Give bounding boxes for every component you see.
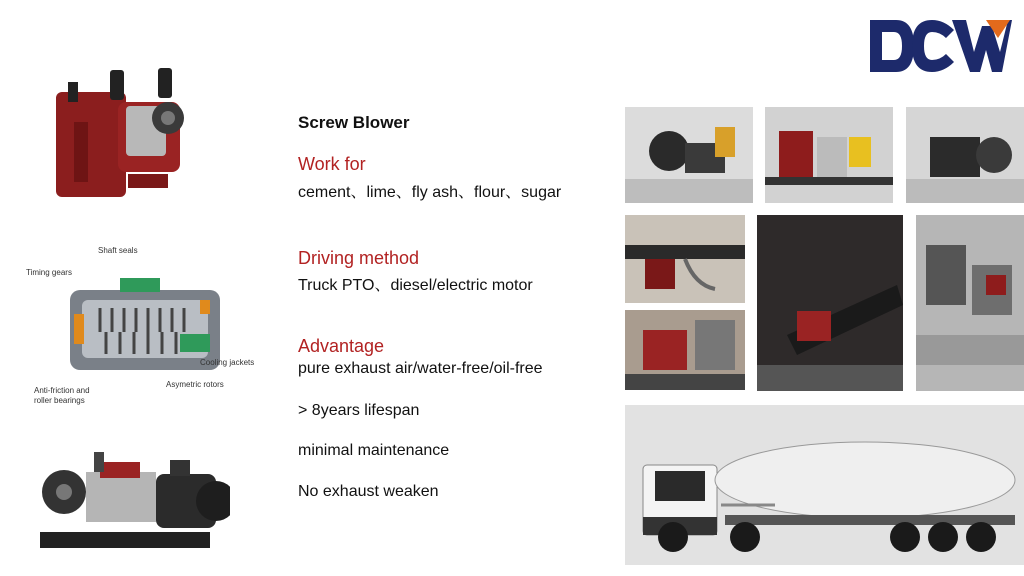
- photo-diesel-unit-1: [625, 107, 753, 203]
- section-text-work-for: cement、lime、fly ash、flour、sugar: [298, 184, 562, 201]
- label-timing-gears: Timing gears: [26, 268, 72, 277]
- section-text-advantage: pure exhaust air/water-free/oil-free: [298, 360, 543, 377]
- photo-chassis-2-drawing: [625, 310, 745, 390]
- slide-title: Screw Blower: [298, 113, 410, 132]
- pto-gearbox-image: [48, 62, 188, 207]
- photo-chassis-1-drawing: [625, 215, 745, 303]
- photo-bulk-cement-truck-drawing: [625, 405, 1024, 565]
- photo-truck-mounted-blower: [765, 107, 893, 203]
- bullet-exhaust: No exhaust weaken: [298, 483, 439, 500]
- label-roller-bearings: roller bearings: [34, 396, 85, 405]
- section-heading-work-for: Work for: [298, 154, 366, 174]
- photo-bulk-cement-truck: [625, 405, 1024, 565]
- section-heading-advantage: Advantage: [298, 336, 385, 356]
- photo-driveshaft-underside-drawing: [757, 215, 903, 391]
- dcw-logo: [868, 16, 1012, 76]
- photo-chassis-2: [625, 310, 745, 390]
- label-anti-friction: Anti-friction and: [34, 386, 90, 395]
- label-asymetric-rotors: Asymetric rotors: [166, 380, 224, 389]
- photo-chassis-1: [625, 215, 745, 303]
- label-shaft-seals: Shaft seals: [98, 246, 138, 255]
- section-heading-driving-method: Driving method: [298, 248, 420, 268]
- section-text-driving-method: Truck PTO、diesel/electric motor: [298, 277, 533, 294]
- photo-engine-bay-drawing: [916, 215, 1024, 391]
- bullet-lifespan: > 8years lifespan: [298, 402, 420, 419]
- bullet-maintenance: minimal maintenance: [298, 442, 450, 459]
- screw-blower-cutaway: [20, 240, 260, 410]
- photo-engine-bay: [916, 215, 1024, 391]
- photo-diesel-unit-1-drawing: [625, 107, 753, 203]
- photo-diesel-unit-2-drawing: [906, 107, 1024, 203]
- label-cooling-jackets: Cooling jackets: [200, 358, 255, 367]
- photo-diesel-unit-2: [906, 107, 1024, 203]
- electric-blower-image: [30, 432, 230, 562]
- photo-truck-mounted-blower-drawing: [765, 107, 893, 203]
- photo-driveshaft-underside: [757, 215, 903, 391]
